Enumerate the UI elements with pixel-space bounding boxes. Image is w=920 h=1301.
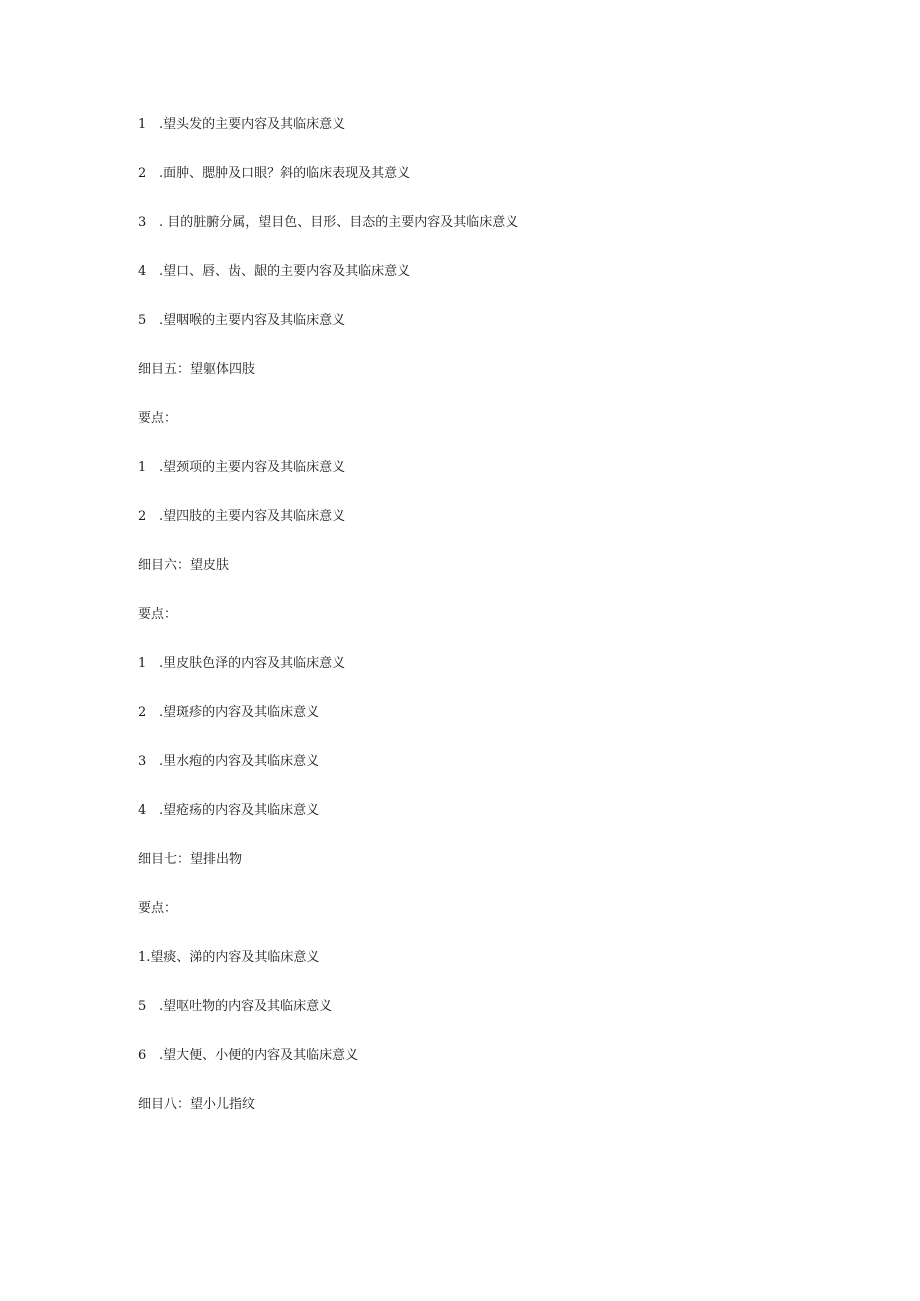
item-text: 望痰、涕的内容及其临床意义	[150, 950, 320, 965]
item-text: .望咽喉的主要内容及其临床意义	[159, 313, 346, 328]
list-item	[138, 260, 838, 309]
item-text: .望大便、小便的内容及其临床意义	[159, 1048, 359, 1063]
heading-text: 细目六：望皮肤	[138, 558, 230, 573]
item-number: 4	[138, 803, 147, 818]
list-item	[138, 652, 838, 701]
section-heading	[138, 848, 838, 897]
item-number: 1	[138, 117, 147, 132]
section-heading	[138, 1093, 838, 1142]
item-number: 2	[138, 509, 147, 524]
item-text: .里皮肤色泽的内容及其临床意义	[159, 656, 346, 671]
item-text: . 目的脏腑分属，望目色、目形、目态的主要内容及其临床意义	[159, 215, 519, 230]
heading-text: 要点：	[138, 901, 178, 916]
item-text: .望头发的主要内容及其临床意义	[159, 117, 346, 132]
item-number: 6	[138, 1048, 147, 1063]
section-heading	[138, 603, 838, 652]
list-item	[138, 750, 838, 799]
item-text: .望颈项的主要内容及其临床意义	[159, 460, 346, 475]
list-item	[138, 1044, 838, 1093]
item-number: 1.	[138, 950, 151, 965]
section-heading	[138, 407, 838, 456]
item-number: 2	[138, 705, 147, 720]
list-item	[138, 995, 838, 1044]
item-number: 4	[138, 264, 147, 279]
section-heading	[138, 897, 838, 946]
list-item	[138, 309, 838, 358]
list-item	[138, 162, 838, 211]
item-text: .望疮疡的内容及其临床意义	[159, 803, 320, 818]
list-item	[138, 113, 838, 162]
list-item	[138, 211, 838, 260]
item-text: .面肿、腮肿及口眼？斜的临床表现及其意义	[159, 166, 411, 181]
item-text: .望四肢的主要内容及其临床意义	[159, 509, 346, 524]
item-number: 5	[138, 313, 147, 328]
heading-text: 细目七：望排出物	[138, 852, 243, 867]
item-number: 5	[138, 999, 147, 1014]
item-number: 2	[138, 166, 147, 181]
section-heading	[138, 554, 838, 603]
list-item	[138, 701, 838, 750]
item-text: .望口、唇、齿、龈的主要内容及其临床意义	[159, 264, 411, 279]
list-item	[138, 456, 838, 505]
section-heading	[138, 358, 838, 407]
item-number: 3	[138, 754, 147, 769]
list-item	[138, 946, 838, 995]
heading-text: 细目五：望躯体四肢	[138, 362, 256, 377]
item-text: .里水疱的内容及其临床意义	[159, 754, 320, 769]
item-text: .望斑疹的内容及其临床意义	[159, 705, 320, 720]
document-body	[138, 113, 838, 1142]
heading-text: 细目八：望小儿指纹	[138, 1097, 256, 1112]
item-number: 3	[138, 215, 147, 230]
list-item	[138, 505, 838, 554]
item-text: .望呕吐物的内容及其临床意义	[159, 999, 333, 1014]
item-number: 1	[138, 460, 147, 475]
heading-text: 要点：	[138, 607, 178, 622]
heading-text: 要点：	[138, 411, 178, 426]
item-number: 1	[138, 656, 147, 671]
list-item	[138, 799, 838, 848]
